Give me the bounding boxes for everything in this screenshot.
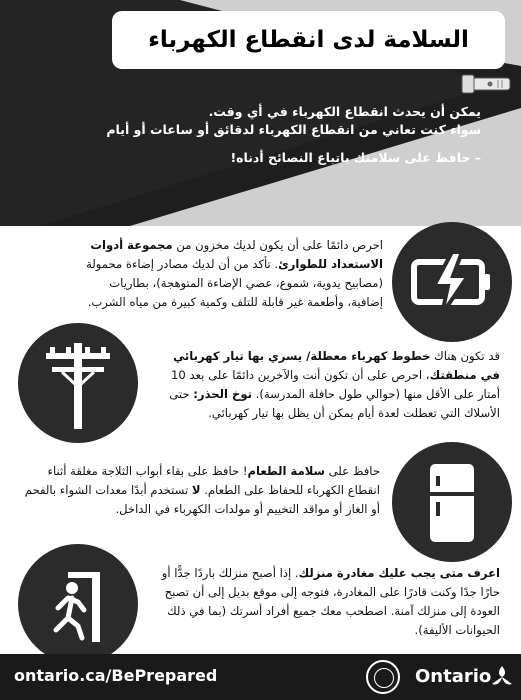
hero-banner	[0, 0, 521, 226]
tip-text-bold: توخ الحذر:	[193, 387, 252, 401]
icon-circle	[18, 544, 138, 664]
intro-line: يمكن أن يحدث انقطاع الكهرباء في أي وقت.	[208, 104, 481, 119]
tip-text-part: ، احرص على أن تكون أنت والآخرين دائمًا على بعد 10 أمتار على الأقل منها (حوالي طول حافلة المدرسة).	[171, 368, 500, 401]
trillium-logo-icon	[490, 664, 514, 690]
tip-text	[150, 564, 500, 640]
exit-door-icon	[18, 544, 138, 664]
tip-text-bold: سلامة الطعام	[247, 464, 325, 478]
tip-text	[150, 347, 500, 423]
battery-charging-icon	[392, 222, 512, 342]
tip-text-bold: خطوط كهرباء معطلة/ يسري بها تيار كهربائي في منطقتك	[173, 349, 500, 382]
power-pole-icon	[18, 323, 138, 443]
intro-line: سواء كنت تعاني من انقطاع الكهرباء لدقائق أو ساعات أو أيام	[106, 122, 481, 137]
icon-circle	[18, 323, 138, 443]
refrigerator-icon	[392, 442, 512, 562]
tip-leave-home	[0, 550, 521, 654]
tip-text	[22, 462, 380, 519]
page-title	[112, 11, 505, 69]
tip-text-bold: لا	[191, 483, 201, 497]
page-title-text: السلامة لدى انقطاع الكهرباء	[148, 27, 469, 53]
tip-text-part: . تأكد من أن لديك مصادر إضاءة محمولة (مصابيح يدوية، شموع، عصي الإضاءة المتوهجة)، بطاريات إضافية، وأطعمة غير قابلة للتلف وكمية كبيرة من مياه الشرب.	[86, 257, 383, 309]
tip-text	[70, 236, 383, 312]
tip-emergency-kit	[0, 226, 521, 333]
tip-text-part: تستخدم أبدًا معدات الشواء بالفحم أو الغاز أو مواقد التخييم أو مولدات الكهرباء في الداخل.	[24, 483, 380, 516]
tip-text-part: احرص دائمًا على أن يكون لديك مخزون من	[172, 238, 383, 252]
tip-text-part: . إذا أصبح منزلك باردًا جدًّا أو حارًا جدًا وكنت قادرًا على المغادرة، فتوجه إلى موقع بديل إلى أن تصبح العودة إلى منزلك آمنة. اصطحب معك جميع أفراد أسرتك (بما في ذلك الحيوانات الأليفة).	[161, 566, 500, 637]
tip-text-part: حافظ على	[324, 464, 380, 478]
tip-text-part: حتى الأسلاك التي تعطلت لعدة أيام يمكن أن يظل بها تيار كهربائي.	[169, 387, 500, 420]
tip-power-lines	[0, 333, 521, 446]
be-prepared-link[interactable]: ontario.ca/BePrepared	[14, 666, 218, 685]
seal-icon	[366, 660, 400, 694]
tip-text-part: ! حافظ على بقاء أبواب الثلاجة مغلقة أثناء انقطاع الكهرباء للحفاظ على الطعام.	[47, 464, 380, 497]
footer	[0, 654, 521, 700]
tip-text-bold: مجموعة أدوات الاستعداد للطوارئ	[90, 238, 383, 271]
intro-cta: – حافظ على سلامتك باتباع النصائح أدناه!	[230, 150, 481, 165]
icon-circle	[392, 222, 512, 342]
flashlight-icon	[460, 70, 518, 98]
intro-text	[81, 103, 481, 167]
tip-text-bold: اعرف متى يجب عليك مغادرة منزلك	[298, 566, 500, 580]
tip-text-part: قد تكون هناك	[430, 349, 500, 363]
tip-food-safety	[0, 446, 521, 550]
icon-circle	[392, 442, 512, 562]
ontario-brand: Ontario	[415, 666, 492, 687]
